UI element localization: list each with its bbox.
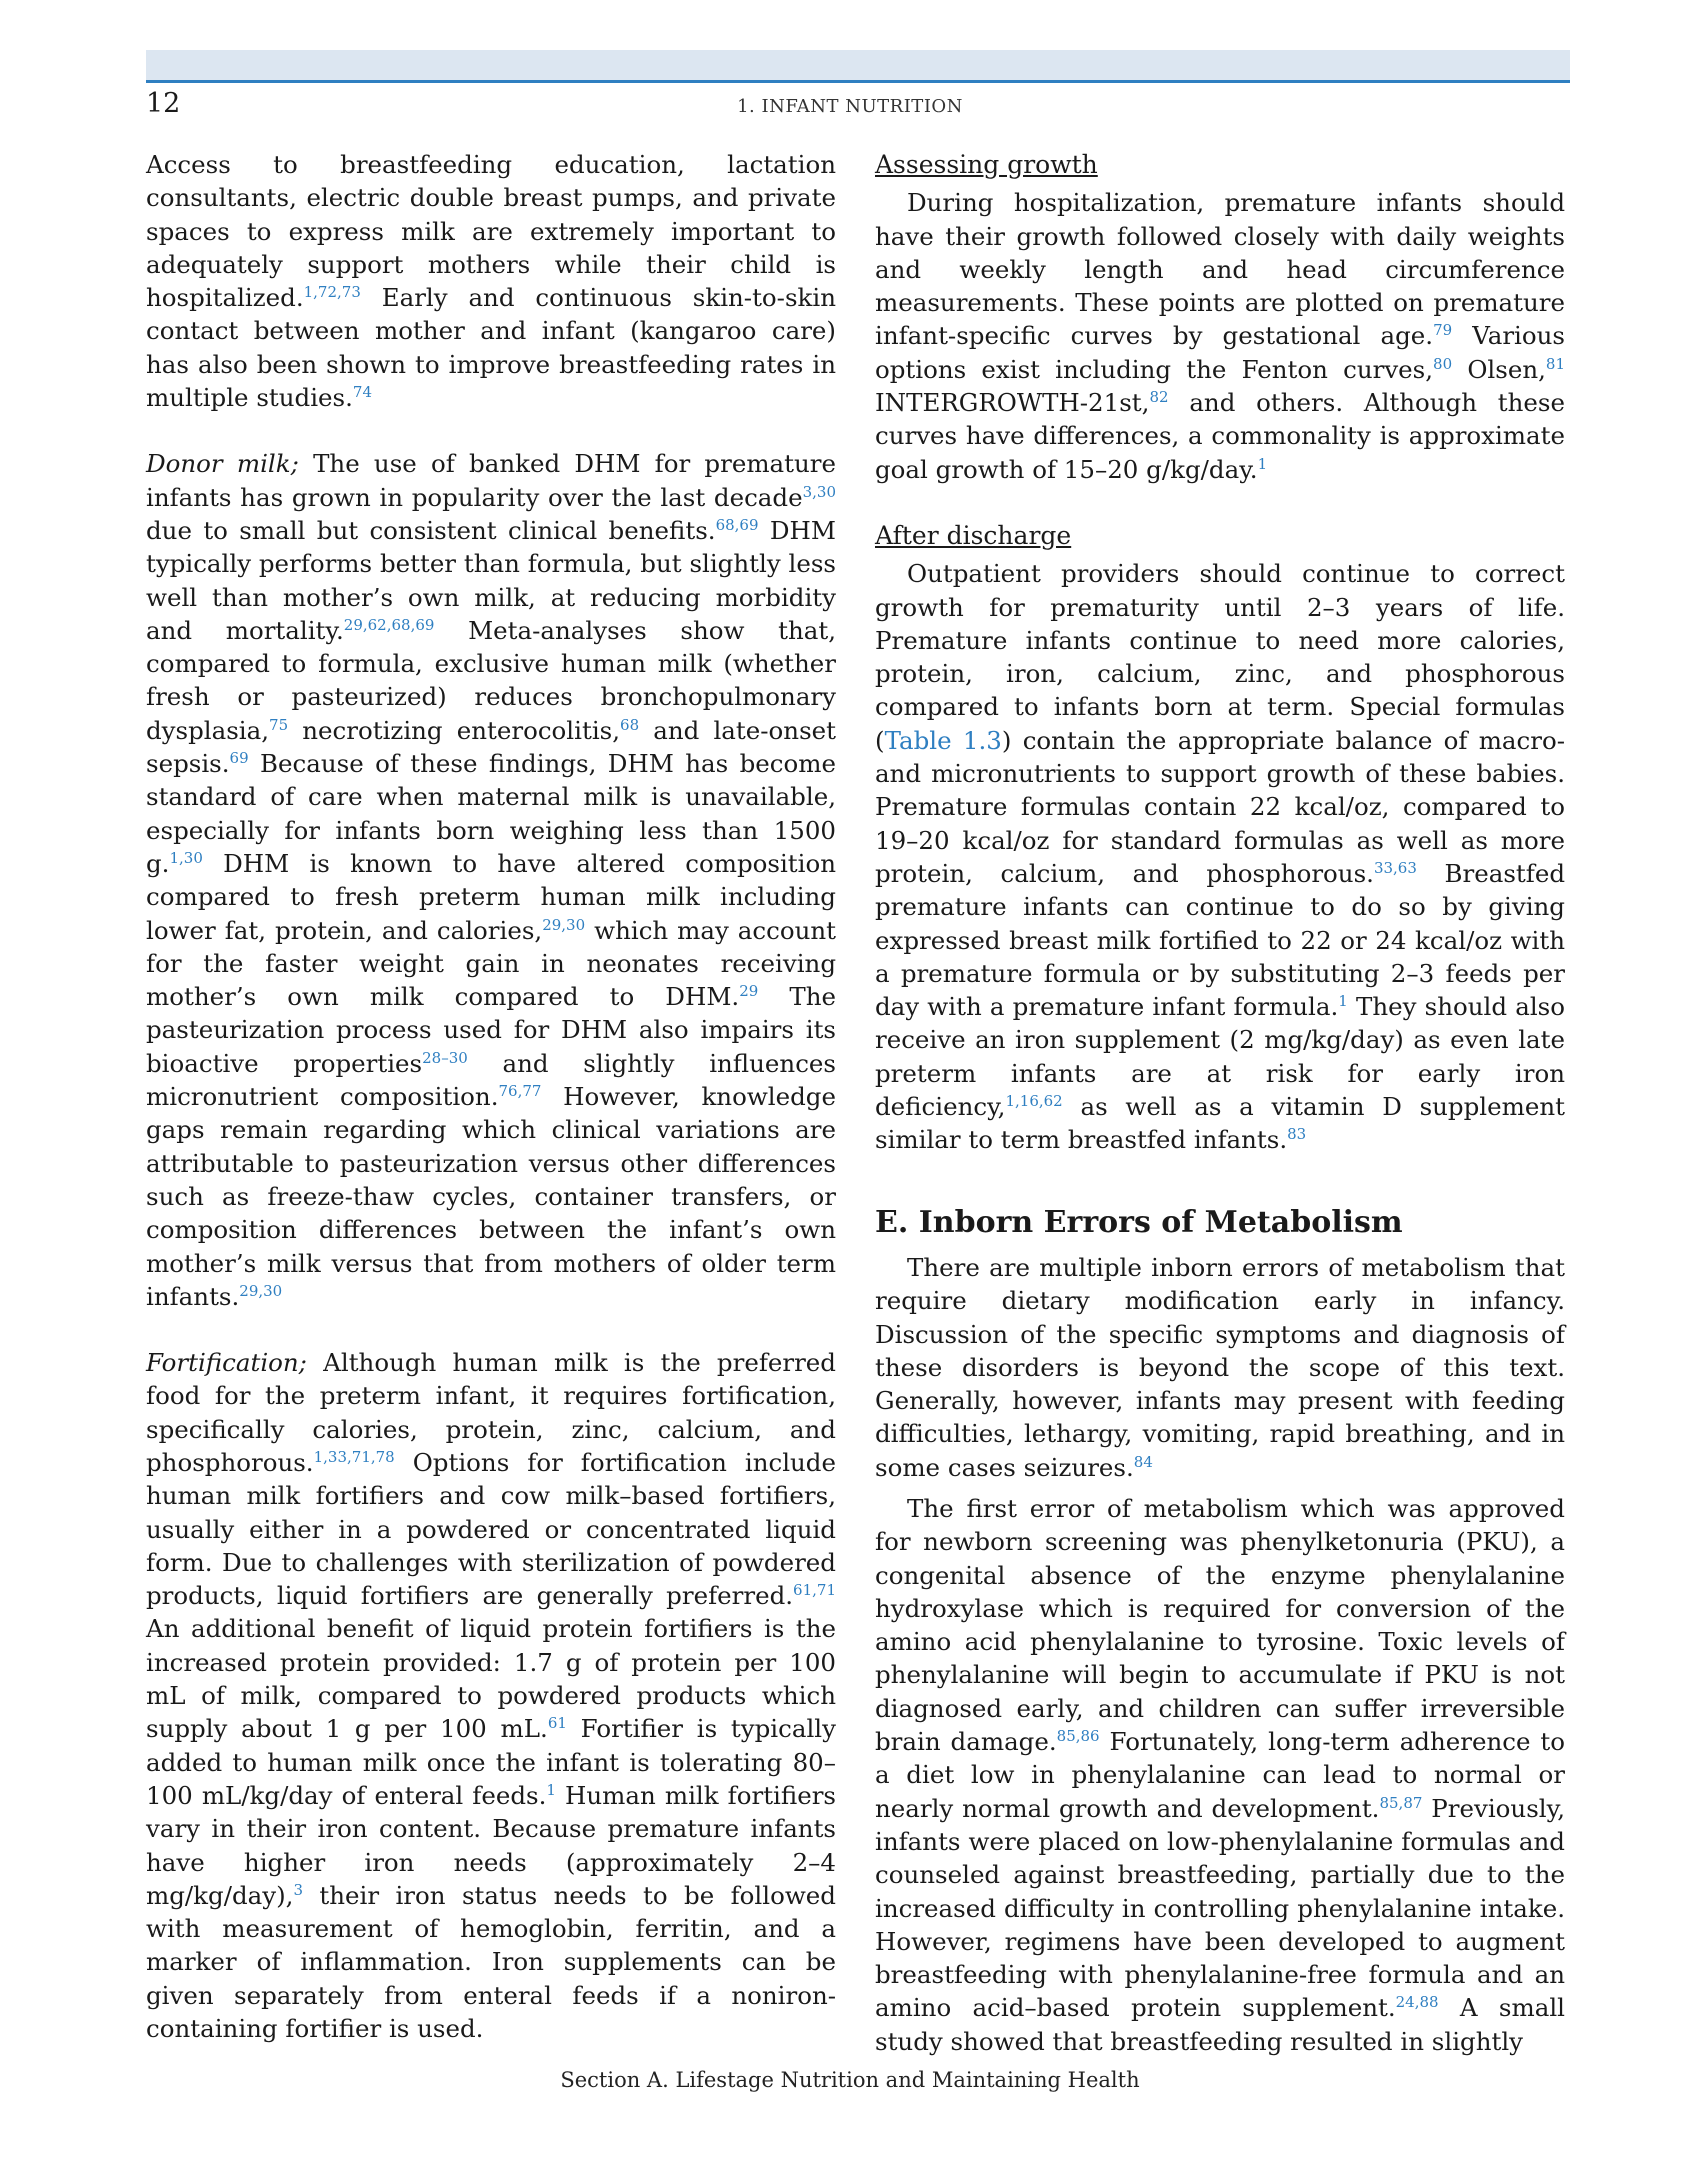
assessing-growth-heading: Assessing growth <box>875 150 1098 179</box>
after-discharge-heading: After discharge <box>875 520 1072 550</box>
citation[interactable]: 80 <box>1433 354 1453 373</box>
citation[interactable]: 29,30 <box>239 1281 283 1300</box>
citation[interactable]: 28–30 <box>422 1048 468 1067</box>
left-column <box>146 148 836 2045</box>
after-discharge-paragraph: Outpatient providers should continue to correct growth for prematurity until 2–3 years of life. Premature infants continue to need more calories, protein, iron, calcium, zinc, and phosphorous compared to infants born at term. Special formulas (Table 1.3) contain the appropriate balance of macro- and micronutrients to support growth of these babies. Premature formulas contain 22 kcal/oz, compared to 19–20 kcal/oz for standard formulas as well as more protein, calcium, and phosphorous.$^{33,63}$ Breastfed premature infants can continue to do so by giving expressed breast milk fortified to 22 or 24 kcal/oz with a premature formula or by substituting 2–3 feeds per day with a premature infant formula.$^1$ They should also receive an iron supplement (2 mg/kg/day) as even late preterm infants are at risk for early iron deficiency,$^{1,16,62}$ as well as a vitamin D supplement similar to term breastfed infants.$^{83}$ <box>875 559 1565 1155</box>
citation[interactable]: 79 <box>1433 321 1453 340</box>
citation[interactable]: 1 <box>1257 454 1268 473</box>
citation[interactable]: 3 <box>293 1880 303 1899</box>
citation[interactable]: 81 <box>1545 354 1565 373</box>
citation[interactable]: 24,88 <box>1395 1993 1439 2012</box>
citation[interactable]: 1 <box>1338 991 1348 1010</box>
citation[interactable]: 1,30 <box>169 848 203 867</box>
citation[interactable]: 85,87 <box>1379 1793 1423 1812</box>
citation[interactable]: 61 <box>547 1714 567 1733</box>
citation[interactable]: 29,30 <box>542 915 586 934</box>
breastfeeding-support-paragraph: Access to breastfeeding education, lactation consultants, electric double breast pumps, and private spaces to express milk are extremely important to adequately support mothers while their child is hospitalized.$^{1,72,73}$ Early and continuous skin-to-skin contact between mother and infant (kangaroo care) has also been shown to improve breastfeeding rates in multiple studies.$^{74}$ <box>146 150 836 413</box>
fortification-lead: Fortification; <box>146 1348 307 1378</box>
citation[interactable]: 1 <box>546 1780 556 1799</box>
inborn-intro-paragraph: There are multiple inborn errors of metabolism that require dietary modification early in infancy. Discussion of the specific symptoms and diagnosis of these disorders is beyond the scope of this text. Generally, however, infants may present with feeding difficulties, lethargy, vomiting, rapid breathing, and in some cases seizures.$^{84}$ <box>875 1252 1565 1482</box>
citation[interactable]: 61,71 <box>793 1581 836 1600</box>
donor-milk-lead: Donor milk; <box>146 449 299 479</box>
table-1-3-link[interactable]: Table 1.3 <box>884 725 1002 755</box>
fortification-paragraph: Fortification; Although human milk is the preferred food for the preterm infant, it requires fortification, specifically calories, protein, zinc, calcium, and phosphorous.$^{1,33,71,78}$ Options for fortification include human milk fortifiers and cow milk–based fortifiers, usually either in a powdered or concentrated liquid form. Due to challenges with sterilization of powdered products, liquid fortifiers are generally preferred.$^{61,71}$ An additional benefit of liquid protein fortifiers is the increased protein provided: 1.7 g of protein per 100 mL of milk, compared to powdered products which supply about 1 g per 100 mL.$^{61}$ Fortifier is typically added to human milk once the infant is tolerating 80–100 mL/kg/day of enteral feeds.$^1$ Human milk fortifiers vary in their iron content. Because premature infants have higher iron needs (approximately 2–4 mg/kg/day),$^3$ their iron status needs to be followed with measurement of hemoglobin, ferritin, and a marker of inflammation. Iron supplements can be given separately from enteral feeds if a noniron-containing fortifier is used. <box>146 1348 836 2044</box>
citation[interactable]: 3,30 <box>802 482 836 501</box>
donor-milk-paragraph: Donor milk; The use of banked DHM for premature infants has grown in popularity over the last decade$^{3,30}$ due to small but consistent clinical benefits.$^{68,69}$ DHM typically performs better than formula, but slightly less well than mother’s own milk, at reducing morbidity and mortality.$^{29,62,68,69}$ Meta-analyses show that, compared to formula, exclusive human milk (whether fresh or pasteurized) reduces bronchopulmonary dysplasia,$^{75}$ necrotizing enterocolitis,$^{68}$ and late-onset sepsis.$^{69}$ Because of these findings, DHM has become standard of care when maternal milk is unavailable, especially for infants born weighing less than 1500 g.$^{1,30}$ DHM is known to have altered composition compared to fresh preterm human milk including lower fat, protein, and calories,$^{29,30}$ which may account for the faster weight gain in neonates receiving mother’s own milk compared to DHM.$^{29}$ The pasteurization process used for DHM also impairs its bioactive properties$^{28-30}$ and slightly influences micronutrient composition.$^{76,77}$ However, knowledge gaps remain regarding which clinical variations are attributable to pasteurization versus other differences such as freeze-thaw cycles, container transfers, or composition differences between the infant’s own mother’s milk versus that from mothers of older term infants.$^{29,30}$ <box>146 449 836 1311</box>
citation[interactable]: 76,77 <box>498 1081 542 1100</box>
citation[interactable]: 1,16,62 <box>1005 1091 1063 1110</box>
running-title: 1. INFANT NUTRITION <box>737 96 963 117</box>
page-number: 12 <box>146 88 181 119</box>
citation[interactable]: 29,62,68,69 <box>343 615 435 634</box>
citation[interactable]: 1,33,71,78 <box>313 1447 395 1466</box>
citation[interactable]: 74 <box>352 382 373 401</box>
citation[interactable]: 68,69 <box>715 515 759 534</box>
citation[interactable]: 69 <box>229 748 249 767</box>
citation[interactable]: 82 <box>1149 387 1169 406</box>
right-column <box>875 148 1565 2058</box>
citation[interactable]: 84 <box>1133 1452 1153 1471</box>
assessing-growth-paragraph: During hospitalization, premature infants should have their growth followed closely with daily weights and weekly length and head circumference measurements. These points are plotted on premature infant-specific curves by gestational age.$^{79}$ Various options exist including the Fenton curves,$^{80}$ Olsen,$^{81}$ INTERGROWTH-21st,$^{82}$ and others. Although these curves have differences, a commonality is approximate goal growth of 15–20 g/kg/day.$^1$ <box>875 188 1565 484</box>
citation[interactable]: 83 <box>1287 1125 1307 1144</box>
footer: Section A. Lifestage Nutrition and Maintaining Health <box>560 2068 1140 2092</box>
citation[interactable]: 85,86 <box>1056 1726 1100 1745</box>
citation[interactable]: 68 <box>620 715 640 734</box>
citation[interactable]: 1,72,73 <box>303 283 361 302</box>
section-title: E. Inborn Errors of Metabolism <box>875 1204 1403 1240</box>
header-band <box>146 50 1570 83</box>
citation[interactable]: 33,63 <box>1373 858 1417 877</box>
citation[interactable]: 29 <box>739 981 759 1000</box>
citation[interactable]: 75 <box>269 715 289 734</box>
pku-paragraph: The first error of metabolism which was approved for newborn screening was phenylketonuria (PKU), a congenital absence of the enzyme phenylalanine hydroxylase which is required for conversion of the amino acid phenylalanine to tyrosine. Toxic levels of phenylalanine will begin to accumulate if PKU is not diagnosed early, and children can suffer irreversible brain damage.$^{85,86}$ Fortunately, long-term adherence to a diet low in phenylalanine can lead to normal or nearly normal growth and development.$^{85,87}$ Previously, infants were placed on low-phenylalanine formulas and counseled against breastfeeding, partially due to the increased difficulty in controlling phenylalanine intake. However, regimens have been developed to augment breastfeeding with phenylalanine-free formula and an amino acid–based protein supplement.$^{24,88}$ A small study showed that breastfeeding resulted in slightly <box>875 1493 1565 2056</box>
